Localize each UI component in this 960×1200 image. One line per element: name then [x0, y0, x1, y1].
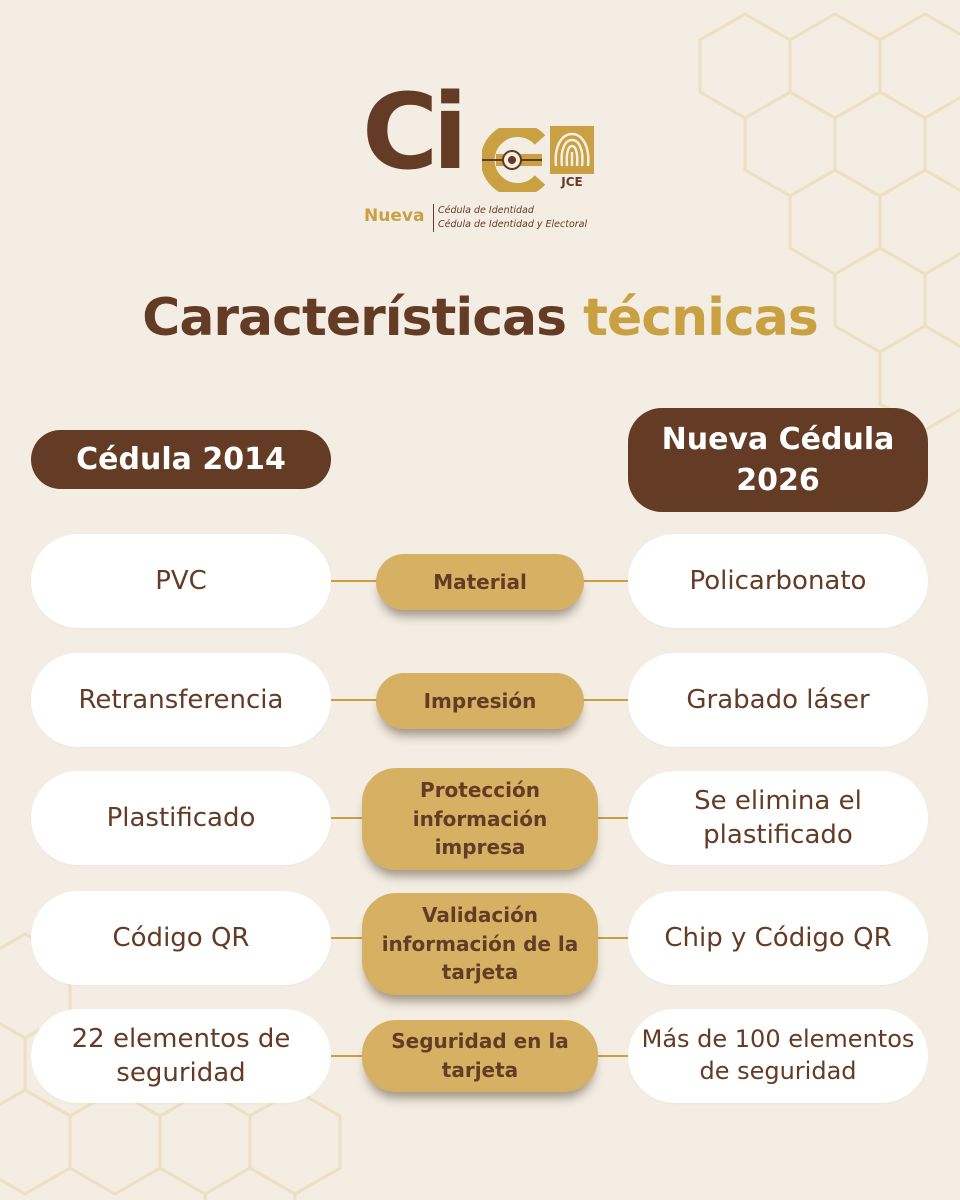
row-4-left: Código QR [31, 891, 331, 985]
logo-subtitle-2: Cédula de Identidad y Electoral [438, 219, 588, 230]
header-cedula-2014: Cédula 2014 [31, 430, 331, 489]
title-accent: técnicas [583, 288, 818, 348]
row-4-feature: Validación información de la tarjeta [362, 893, 598, 995]
logo-subtitle-1: Cédula de Identidad [438, 205, 534, 216]
row-5-right: Más de 100 elementos de seguridad [628, 1009, 928, 1103]
row-1-left: PVC [31, 534, 331, 628]
logo-e-chip-icon [482, 128, 546, 192]
title-main: Características [142, 288, 567, 348]
logo-divider [433, 204, 434, 232]
row-4-right: Chip y Código QR [628, 891, 928, 985]
jce-logo [550, 126, 594, 190]
row-5-feature: Seguridad en la tarjeta [362, 1020, 598, 1092]
row-5-left: 22 elementos de seguridad [31, 1009, 331, 1103]
row-2-feature: Impresión [376, 673, 584, 729]
row-1-right: Policarbonato [628, 534, 928, 628]
row-2-left: Retransferencia [31, 653, 331, 747]
row-2-right: Grabado láser [628, 653, 928, 747]
row-3-feature: Protección información impresa [362, 768, 598, 870]
cie-logo [360, 71, 620, 242]
row-3-right: Se elimina el plastificado [628, 771, 928, 865]
page-title [0, 288, 960, 348]
jce-label: JCE [561, 175, 583, 189]
row-3-left: Plastificado [31, 771, 331, 865]
header-nueva-cedula-2026: Nueva Cédula 2026 [628, 408, 928, 512]
logo-wordmark: Ci [362, 71, 462, 193]
row-1-feature: Material [376, 554, 584, 610]
fingerprint-icon [550, 126, 594, 174]
logo-nueva-label: Nueva [364, 206, 425, 226]
